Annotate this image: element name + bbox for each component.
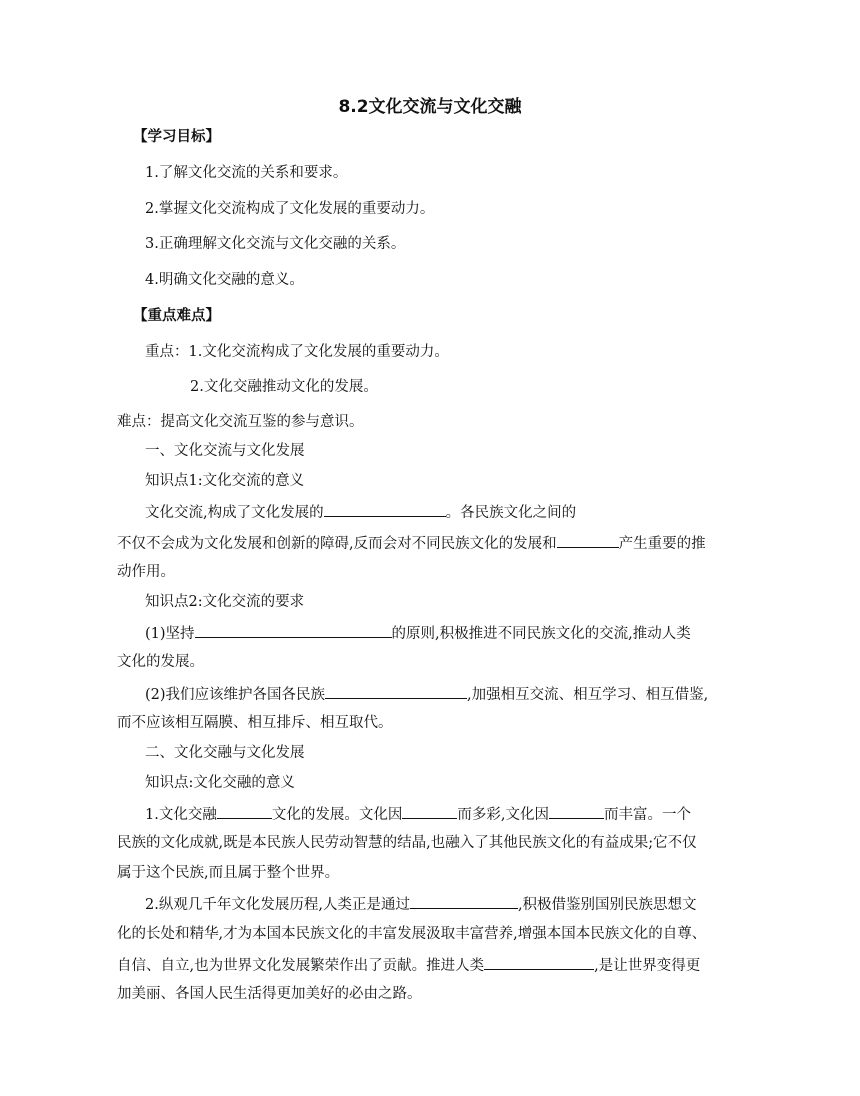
fill-in-blank[interactable] — [195, 622, 392, 638]
paragraph-line: 动作用。 — [117, 564, 175, 580]
text-run: 文化交流,构成了文化发展的 — [145, 505, 324, 521]
text-run: ,积极借鉴别国别民族思想文 — [517, 897, 697, 913]
text-run: (1)坚持 — [145, 626, 195, 642]
key-point-line: 重点：1.文化交流构成了文化发展的重要动力。 — [145, 344, 449, 360]
goal-item: 3.正确理解文化交流与文化交融的关系。 — [145, 236, 406, 252]
difficult-point-line: 难点：提高文化交流互鉴的参与意识。 — [117, 414, 364, 430]
key-point-line: 2.文化交融推动文化的发展。 — [190, 379, 378, 395]
text-run: 而多彩,文化因 — [457, 807, 549, 823]
paragraph-line — [117, 532, 706, 554]
text-run: ,是让世界变得更 — [594, 958, 701, 974]
text-run: 1.文化交融 — [145, 807, 217, 823]
paragraph-line — [145, 893, 697, 915]
paragraph-line: 加美丽、各国人民生活得更加美好的必由之路。 — [117, 986, 422, 1002]
text-run: (2)我们应该维护各国各民族 — [145, 687, 326, 703]
paragraph-line — [145, 803, 691, 825]
paragraph-line — [145, 501, 576, 523]
paragraph-line — [145, 683, 708, 705]
text-run: 而丰富。一个 — [603, 807, 691, 823]
section-heading: 二、文化交融与文化发展 — [145, 745, 305, 761]
text-run: 。各民族文化之间的 — [445, 505, 577, 521]
fill-in-blank[interactable] — [402, 803, 457, 819]
key-points-heading: 【重点难点】 — [133, 308, 220, 324]
knowledge-point-title: 知识点:文化交融的意义 — [145, 775, 295, 791]
paragraph-line: 文化的发展。 — [117, 654, 204, 670]
text-run: 自信、自立,也为世界文化发展繁荣作出了贡献。推进人类 — [117, 958, 485, 974]
text-run: 产生重要的推 — [618, 536, 706, 552]
text-run: 的原则,积极推进不同民族文化的交流,推动人类 — [391, 626, 691, 642]
fill-in-blank[interactable] — [324, 501, 446, 517]
paragraph-line: 民族的文化成就,既是本民族人民劳动智慧的结晶,也融入了其他民族文化的有益成果;它不仅 — [117, 835, 697, 851]
paragraph-line: 而不应该相互隔膜、相互排斥、相互取代。 — [117, 715, 393, 731]
paragraph-line: 属于这个民族,而且属于整个世界。 — [117, 865, 340, 881]
text-run: 不仅不会成为文化发展和创新的障碍,反而会对不同民族文化的发展和 — [117, 536, 557, 552]
fill-in-blank[interactable] — [410, 893, 518, 909]
text-run: ,加强相互交流、相互学习、相互借鉴, — [467, 687, 709, 703]
section-heading: 一、文化交流与文化发展 — [145, 443, 305, 459]
fill-in-blank[interactable] — [484, 954, 594, 970]
fill-in-blank[interactable] — [325, 683, 467, 699]
page-title: 8.2文化交流与文化交融 — [338, 97, 522, 117]
paragraph-line — [117, 954, 700, 976]
knowledge-point-title: 知识点1:文化交流的意义 — [145, 473, 305, 489]
knowledge-point-title: 知识点2:文化交流的要求 — [145, 594, 305, 610]
text-run: 文化的发展。文化因 — [271, 807, 403, 823]
paragraph-line: 化的长处和精华,才为本国本民族文化的丰富发展汲取丰富营养,增强本国本民族文化的自尊、 — [117, 926, 707, 942]
fill-in-blank[interactable] — [557, 532, 619, 548]
goals-heading: 【学习目标】 — [133, 129, 220, 145]
text-run: 2.纵观几千年文化发展历程,人类正是通过 — [145, 897, 410, 913]
paragraph-line — [145, 622, 691, 644]
goal-item: 2.掌握文化交流构成了文化发展的重要动力。 — [145, 201, 435, 217]
goal-item: 4.明确文化交融的意义。 — [145, 272, 304, 288]
fill-in-blank[interactable] — [217, 803, 272, 819]
fill-in-blank[interactable] — [549, 803, 604, 819]
goal-item: 1.了解文化交流的关系和要求。 — [145, 165, 348, 181]
